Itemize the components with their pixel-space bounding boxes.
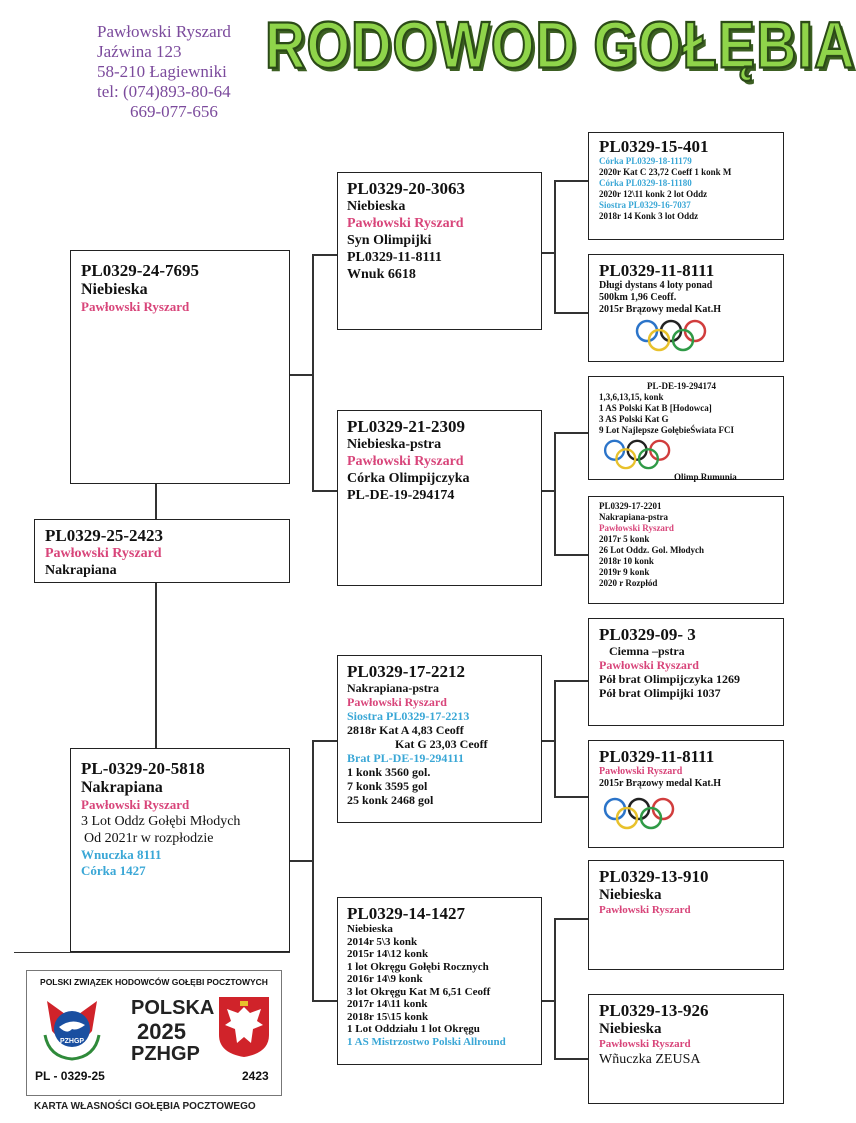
dam-owner: Pawłowski Ryszard <box>81 797 190 812</box>
sdd-ring-id: PL0329-17-2201 <box>599 501 662 511</box>
dss-note: Pół brat Olimpijczyka 1269 <box>599 672 740 686</box>
ss-color: Niebieska <box>347 199 406 214</box>
sd-note: PL-DE-19-294174 <box>347 488 455 503</box>
olympic-rings-icon <box>601 438 677 470</box>
ds-box <box>337 655 542 823</box>
dsd-owner: Pawłowski Ryszard <box>599 766 683 777</box>
ss-ring-id: PL0329-20-3063 <box>347 179 466 198</box>
sire-owner: Pawłowski Ryszard <box>81 299 190 314</box>
dds-ring-id: PL0329-13-910 <box>599 867 709 886</box>
dd-box <box>337 897 542 1065</box>
ds-note: 7 konk 3595 gol <box>347 779 428 793</box>
dd-note: 2018r 15\15 konk <box>347 1010 429 1023</box>
dd-note: 2015r 14\12 konk <box>347 948 429 960</box>
olympic-rings-icon <box>601 796 681 830</box>
dss-owner: Pawłowski Ryszard <box>599 658 699 672</box>
dam-note: 3 Lot Oddz Gołębi Młodych <box>81 814 241 829</box>
dam-ring-id: PL-0329-20-5818 <box>81 759 205 778</box>
card-ring-prefix: PL - 0329-25 <box>35 1069 105 1083</box>
card-country: POLSKA <box>131 997 215 1019</box>
ownership-card <box>26 970 282 1096</box>
dam-box <box>70 748 290 952</box>
dam-note: Wnuczka 8111 <box>81 847 162 862</box>
ss-box <box>337 172 542 330</box>
polish-eagle-icon <box>217 995 271 1059</box>
dss-box <box>588 618 784 726</box>
subject-box <box>34 519 290 583</box>
ss-note: PL0329-11-8111 <box>347 250 442 265</box>
owner-mobile: 669-077-656 <box>130 102 218 121</box>
dd-note: 1 AS Mistrzostwo Polski Allround <box>347 1035 506 1048</box>
sd-owner: Pawłowski Ryszard <box>347 454 464 469</box>
sdd-note: 2019r 9 konk <box>599 567 650 577</box>
ss-owner: Pawłowski Ryszard <box>347 216 464 231</box>
sds-note: 1 AS Polski Kat B [Hodowca] <box>599 403 712 413</box>
sdd-box <box>588 496 784 604</box>
subject-owner: Pawłowski Ryszard <box>45 546 162 561</box>
sss-note: Córka PL0329-18-11180 <box>599 178 692 188</box>
ssd-note: Długi dystans 4 loty ponad <box>599 280 713 291</box>
owner-city: 58-210 Łagiewniki <box>97 62 227 81</box>
ds-owner: Pawłowski Ryszard <box>347 695 447 709</box>
olympic-rings-icon <box>633 318 713 352</box>
sss-note: Córka PL0329-18-11179 <box>599 156 692 166</box>
ds-note: Kat G 23,03 Ceoff <box>395 737 488 751</box>
ddd-ring-id: PL0329-13-926 <box>599 1001 709 1020</box>
sss-note: Siostra PL0329-16-7037 <box>599 200 691 210</box>
ds-note: Siostra PL0329-17-2213 <box>347 709 470 723</box>
ssd-ring-id: PL0329-11-8111 <box>599 261 715 280</box>
ssd-note: 500km 1,96 Ceoff. <box>599 292 677 303</box>
sdd-owner: Pawłowski Ryszard <box>599 523 674 533</box>
sd-color: Niebieska-pstra <box>347 437 442 452</box>
ss-note: Wnuk 6618 <box>347 267 416 282</box>
dsd-box <box>588 740 784 848</box>
dd-note: 3 lot Okręgu Kat M 6,51 Ceoff <box>347 985 491 998</box>
sds-ring-id: PL-DE-19-294174 <box>647 381 716 391</box>
sds-note: Olimp Rumunia <box>674 472 737 482</box>
sds-note: 3 AS Polski Kat G <box>599 414 669 424</box>
ds-note: 25 konk 2468 gol <box>347 793 434 807</box>
owner-street: Jaźwina 123 <box>97 42 182 61</box>
subject-color: Nakrapiana <box>45 563 117 578</box>
sdd-note: 2018r 10 konk <box>599 556 654 566</box>
dam-color: Nakrapiana <box>81 779 163 796</box>
subject-ring-id: PL0329-25-2423 <box>45 526 164 545</box>
sdd-note: 2017r 5 konk <box>599 534 650 544</box>
dss-color: Ciemna –pstra <box>609 644 685 658</box>
sds-note: 9 Lot Najlepsze GołębieŚwiata FCI <box>599 425 734 435</box>
card-header: POLSKI ZWIĄZEK HODOWCÓW GOŁĘBI POCZTOWYCH <box>40 977 268 987</box>
dd-note: 2017r 14\11 konk <box>347 998 428 1010</box>
sdd-color: Nakrapiana-pstra <box>599 512 669 522</box>
dam-note: Córka 1427 <box>81 863 146 878</box>
dsd-note: 2015r Brązowy medal Kat.H <box>599 778 722 789</box>
sd-box <box>337 410 542 586</box>
ddd-note: Wñuczka ZEUSA <box>599 1051 701 1067</box>
sss-note: 2018r 14 Konk 3 lot Oddz <box>599 211 699 221</box>
sss-note: 2020r Kat C 23,72 Coeff 1 konk M <box>599 167 732 177</box>
sd-ring-id: PL0329-21-2309 <box>347 417 466 436</box>
owner-phone: tel: (074)893-80-64 <box>97 82 231 101</box>
ssd-box <box>588 254 784 362</box>
sds-note: 1,3,6,13,15, konk <box>599 392 664 402</box>
card-ring-number: 2423 <box>242 1069 269 1083</box>
card-org: PZHGP <box>131 1043 200 1065</box>
ds-ring-id: PL0329-17-2212 <box>347 662 466 681</box>
dd-color: Niebieska <box>347 923 393 935</box>
dss-ring-id: PL0329-09- 3 <box>599 625 696 644</box>
ddd-color: Niebieska <box>599 1021 662 1037</box>
owner-address <box>97 22 231 122</box>
sire-ring-id: PL0329-24-7695 <box>81 261 200 280</box>
ss-note: Syn Olimpijki <box>347 233 432 248</box>
dd-note: 2014r 5\3 konk <box>347 935 418 948</box>
card-year: 2025 <box>137 1019 186 1044</box>
ddd-box <box>588 994 784 1104</box>
dds-owner: Pawłowski Ryszard <box>599 904 691 916</box>
page-title: RODOWOD GOŁĘBIA <box>265 7 856 82</box>
card-footer: KARTA WŁASNOŚCI GOŁĘBIA POCZTOWEGO <box>34 1101 256 1112</box>
sss-ring-id: PL0329-15-401 <box>599 137 709 156</box>
ds-note: Brat PL-DE-19-294111 <box>347 751 464 765</box>
ddd-owner: Pawłowski Ryszard <box>599 1038 691 1050</box>
sss-note: 2020r 12\11 konk 2 lot Oddz <box>599 189 708 199</box>
dds-box <box>588 860 784 970</box>
sire-color: Niebieska <box>81 281 148 298</box>
card-logo-text: PZHGP <box>59 1038 85 1045</box>
ds-color: Nakrapiana-pstra <box>347 681 440 695</box>
sdd-note: 2020 r Rozpłód <box>599 578 658 588</box>
sss-box <box>588 132 784 240</box>
dd-ring-id: PL0329-14-1427 <box>347 904 466 923</box>
dam-note: Od 2021r w rozpłodzie <box>84 831 214 846</box>
ds-note: 2818r Kat A 4,83 Ceoff <box>347 723 464 737</box>
sd-note: Córka Olimpijczyka <box>347 471 470 486</box>
dss-note: Pół brat Olimpijki 1037 <box>599 686 721 700</box>
owner-name: Pawłowski Ryszard <box>97 22 231 41</box>
sdd-note: 26 Lot Oddz. Gol. Młodych <box>599 545 705 555</box>
dd-note: 1 Lot Oddziału 1 lot Okręgu <box>347 1023 480 1035</box>
pzhgp-logo-icon <box>37 991 107 1063</box>
ds-note: 1 konk 3560 gol. <box>347 765 431 779</box>
dd-note: 1 lot Okręgu Gołębi Rocznych <box>347 960 489 973</box>
dds-color: Niebieska <box>599 887 662 903</box>
ssd-note: 2015r Brązowy medal Kat.H <box>599 304 722 315</box>
sire-box <box>70 250 290 484</box>
dd-note: 2016r 14\9 konk <box>347 973 423 985</box>
dsd-ring-id: PL0329-11-8111 <box>599 747 715 766</box>
sds-box <box>588 376 784 480</box>
